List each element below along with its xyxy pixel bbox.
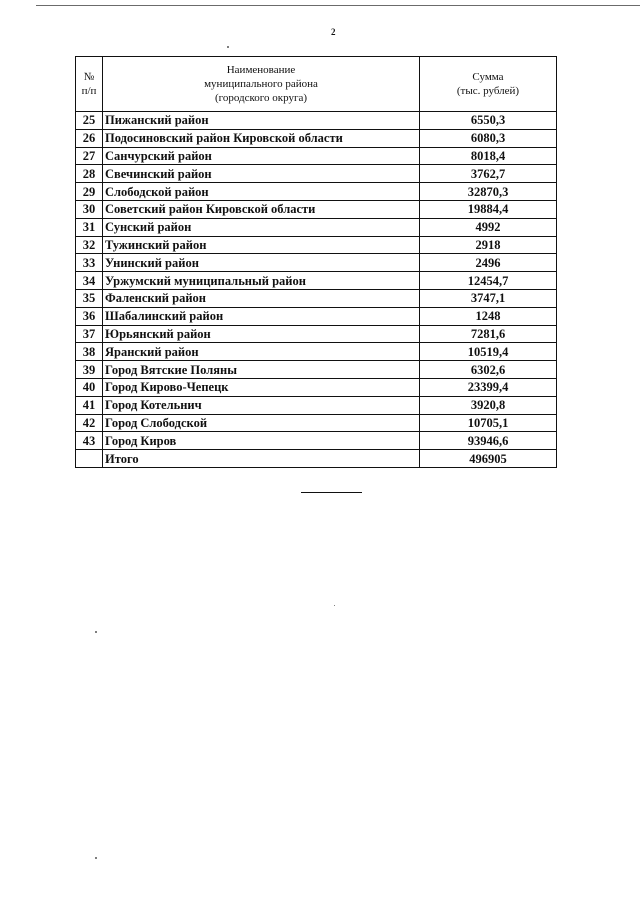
table-row bbox=[76, 112, 557, 130]
table-row bbox=[76, 165, 557, 183]
row-number: 42 bbox=[76, 414, 103, 432]
table-row bbox=[76, 147, 557, 165]
row-name: Город Слободской bbox=[103, 414, 420, 432]
row-sum: 1248 bbox=[420, 307, 557, 325]
row-name: Слободской район bbox=[103, 183, 420, 201]
row-sum: 3920,8 bbox=[420, 396, 557, 414]
header-number bbox=[76, 57, 103, 112]
row-number: 30 bbox=[76, 200, 103, 218]
table-header-row bbox=[76, 57, 557, 112]
header-name-line: муниципального района bbox=[204, 78, 318, 90]
row-name: Город Кирово-Чепецк bbox=[103, 378, 420, 396]
total-row bbox=[76, 450, 557, 468]
scan-speck bbox=[95, 857, 97, 859]
top-border-line bbox=[36, 5, 640, 6]
row-name: Свечинский район bbox=[103, 165, 420, 183]
table-row bbox=[76, 254, 557, 272]
row-name: Город Вятские Поляны bbox=[103, 361, 420, 379]
scan-speck bbox=[95, 631, 97, 633]
header-name-line: Наименование bbox=[226, 64, 296, 76]
header-sum-line: (тыс. рублей) bbox=[456, 85, 520, 97]
total-sum: 496905 bbox=[420, 450, 557, 468]
row-number: 27 bbox=[76, 147, 103, 165]
row-sum: 2918 bbox=[420, 236, 557, 254]
row-sum: 7281,6 bbox=[420, 325, 557, 343]
page-number: 2 bbox=[331, 27, 336, 37]
row-name: Юрьянский район bbox=[103, 325, 420, 343]
row-number: 31 bbox=[76, 218, 103, 236]
row-number: 35 bbox=[76, 289, 103, 307]
row-sum: 6080,3 bbox=[420, 129, 557, 147]
row-number: 29 bbox=[76, 183, 103, 201]
row-number: 38 bbox=[76, 343, 103, 361]
table-row bbox=[76, 432, 557, 450]
row-sum: 6302,6 bbox=[420, 361, 557, 379]
row-number: 40 bbox=[76, 378, 103, 396]
row-number: 43 bbox=[76, 432, 103, 450]
row-sum: 6550,3 bbox=[420, 112, 557, 130]
row-name: Подосиновский район Кировской области bbox=[103, 129, 420, 147]
header-sum bbox=[420, 57, 557, 112]
row-name: Санчурский район bbox=[103, 147, 420, 165]
row-name: Унинский район bbox=[103, 254, 420, 272]
row-name: Уржумский муниципальный район bbox=[103, 272, 420, 290]
row-number: 37 bbox=[76, 325, 103, 343]
row-sum: 3762,7 bbox=[420, 165, 557, 183]
table-row bbox=[76, 414, 557, 432]
row-sum: 3747,1 bbox=[420, 289, 557, 307]
row-number: 36 bbox=[76, 307, 103, 325]
row-number: 32 bbox=[76, 236, 103, 254]
header-number-line: № bbox=[83, 71, 95, 83]
table-row bbox=[76, 183, 557, 201]
table-row bbox=[76, 378, 557, 396]
row-name: Яранский район bbox=[103, 343, 420, 361]
row-name: Тужинский район bbox=[103, 236, 420, 254]
table-row bbox=[76, 307, 557, 325]
row-sum: 4992 bbox=[420, 218, 557, 236]
scan-speck bbox=[227, 46, 229, 48]
row-number: 28 bbox=[76, 165, 103, 183]
row-name: Город Киров bbox=[103, 432, 420, 450]
row-number: 34 bbox=[76, 272, 103, 290]
row-number: 33 bbox=[76, 254, 103, 272]
total-label: Итого bbox=[103, 450, 420, 468]
scan-speck bbox=[334, 605, 335, 606]
table-row bbox=[76, 272, 557, 290]
table-row bbox=[76, 343, 557, 361]
header-number-line: п/п bbox=[81, 85, 97, 97]
row-number: 26 bbox=[76, 129, 103, 147]
header-name bbox=[103, 57, 420, 112]
row-name: Сунский район bbox=[103, 218, 420, 236]
table-row bbox=[76, 200, 557, 218]
row-name: Фаленский район bbox=[103, 289, 420, 307]
end-of-table-line bbox=[301, 492, 362, 493]
total-number bbox=[76, 450, 103, 468]
row-sum: 8018,4 bbox=[420, 147, 557, 165]
table-row bbox=[76, 361, 557, 379]
row-name: Шабалинский район bbox=[103, 307, 420, 325]
table-row bbox=[76, 289, 557, 307]
row-sum: 2496 bbox=[420, 254, 557, 272]
row-name: Город Котельнич bbox=[103, 396, 420, 414]
row-sum: 10705,1 bbox=[420, 414, 557, 432]
district-budget-table bbox=[75, 56, 557, 468]
row-sum: 23399,4 bbox=[420, 378, 557, 396]
row-number: 25 bbox=[76, 112, 103, 130]
table-row bbox=[76, 325, 557, 343]
row-sum: 10519,4 bbox=[420, 343, 557, 361]
row-sum: 19884,4 bbox=[420, 200, 557, 218]
table-row bbox=[76, 396, 557, 414]
table-row bbox=[76, 236, 557, 254]
row-sum: 12454,7 bbox=[420, 272, 557, 290]
row-number: 41 bbox=[76, 396, 103, 414]
table-row bbox=[76, 218, 557, 236]
table-row bbox=[76, 129, 557, 147]
row-name: Советский район Кировской области bbox=[103, 200, 420, 218]
row-number: 39 bbox=[76, 361, 103, 379]
row-sum: 32870,3 bbox=[420, 183, 557, 201]
row-sum: 93946,6 bbox=[420, 432, 557, 450]
header-sum-line: Сумма bbox=[472, 71, 504, 83]
header-name-line: (городского округа) bbox=[214, 92, 308, 104]
row-name: Пижанский район bbox=[103, 112, 420, 130]
